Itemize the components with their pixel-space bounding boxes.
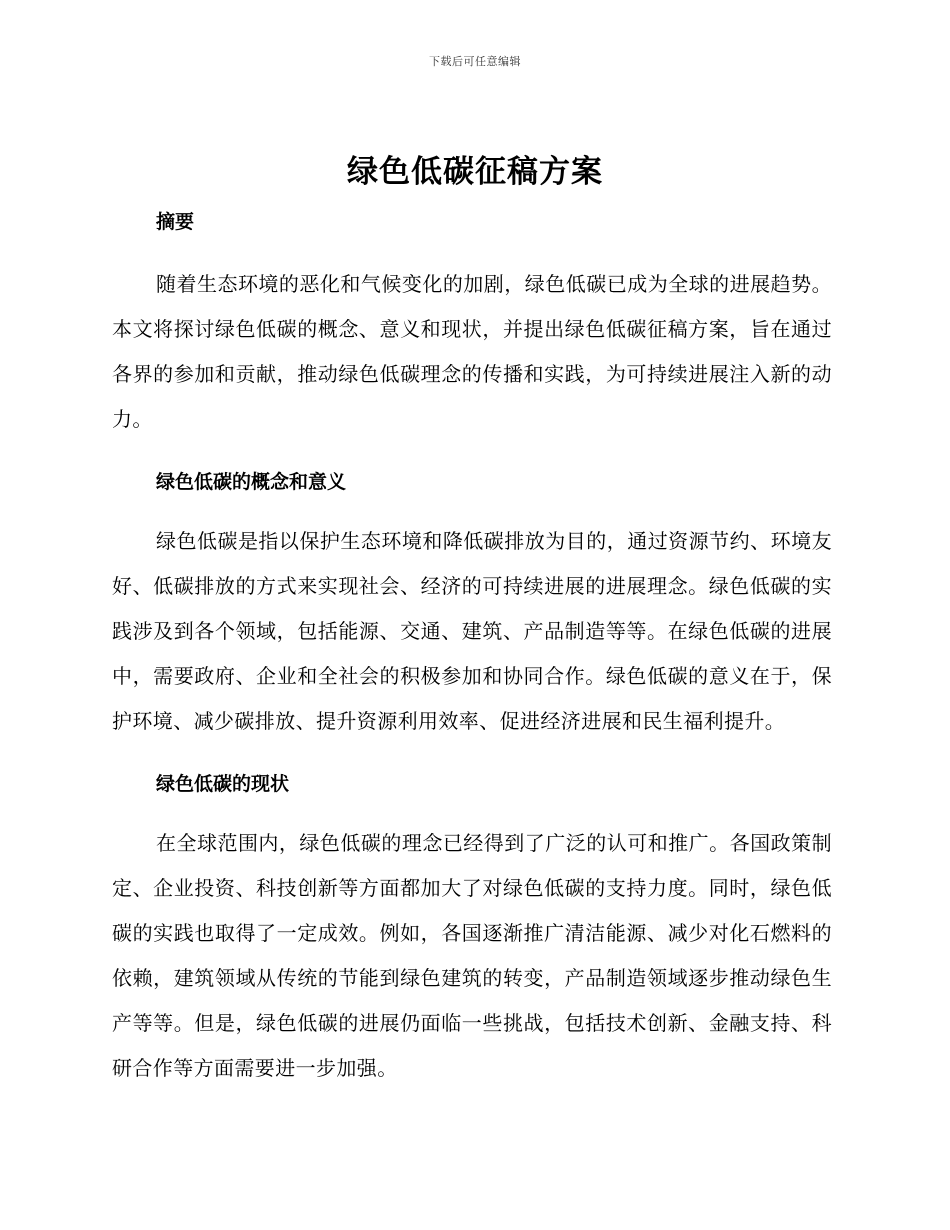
document-title: 绿色低碳征稿方案 bbox=[347, 154, 603, 190]
section-heading-abstract: 摘要 bbox=[156, 211, 195, 233]
section-body-abstract: 随着生态环境的恶化和气候变化的加剧，绿色低碳已成为全球的进展趋势。本文将探讨绿色低碳的概念、意义和现状，并提出绿色低碳征稿方案，旨在通过各界的参加和贡献，推动绿色低碳理念的传播和实践，为可持续进展注入新的动力。 bbox=[112, 272, 832, 431]
section-body-status: 在全球范围内，绿色低碳的理念已经得到了广泛的认可和推广。各国政策制定、企业投资、科技创新等方面都加大了对绿色低碳的支持力度。同时，绿色低碳的实践也取得了一定成效。例如，各国逐渐推广清洁能源、减少对化石燃料的依赖，建筑领域从传统的节能到绿色建筑的转变，产品制造领域逐步推动绿色生产等等。但是，绿色低碳的进展仍面临一些挑战，包括技术创新、金融支持、科研合作等方面需要进一步加强。 bbox=[112, 831, 832, 1080]
section-heading-status: 绿色低碳的现状 bbox=[156, 773, 290, 795]
section-heading-concept: 绿色低碳的概念和意义 bbox=[156, 471, 347, 493]
section-body-concept: 绿色低碳是指以保护生态环境和降低碳排放为目的，通过资源节约、环境友好、低碳排放的方式来实现社会、经济的可持续进展的进展理念。绿色低碳的实践涉及到各个领域，包括能源、交通、建筑、产品制造等等。在绿色低碳的进展中，需要政府、企业和全社会的积极参加和协同合作。绿色低碳的意义在于，保护环境、减少碳排放、提升资源利用效率、促进经济进展和民生福利提升。 bbox=[112, 529, 832, 733]
header-note: 下载后可任意编辑 bbox=[429, 55, 521, 68]
document-body bbox=[112, 205, 832, 1091]
